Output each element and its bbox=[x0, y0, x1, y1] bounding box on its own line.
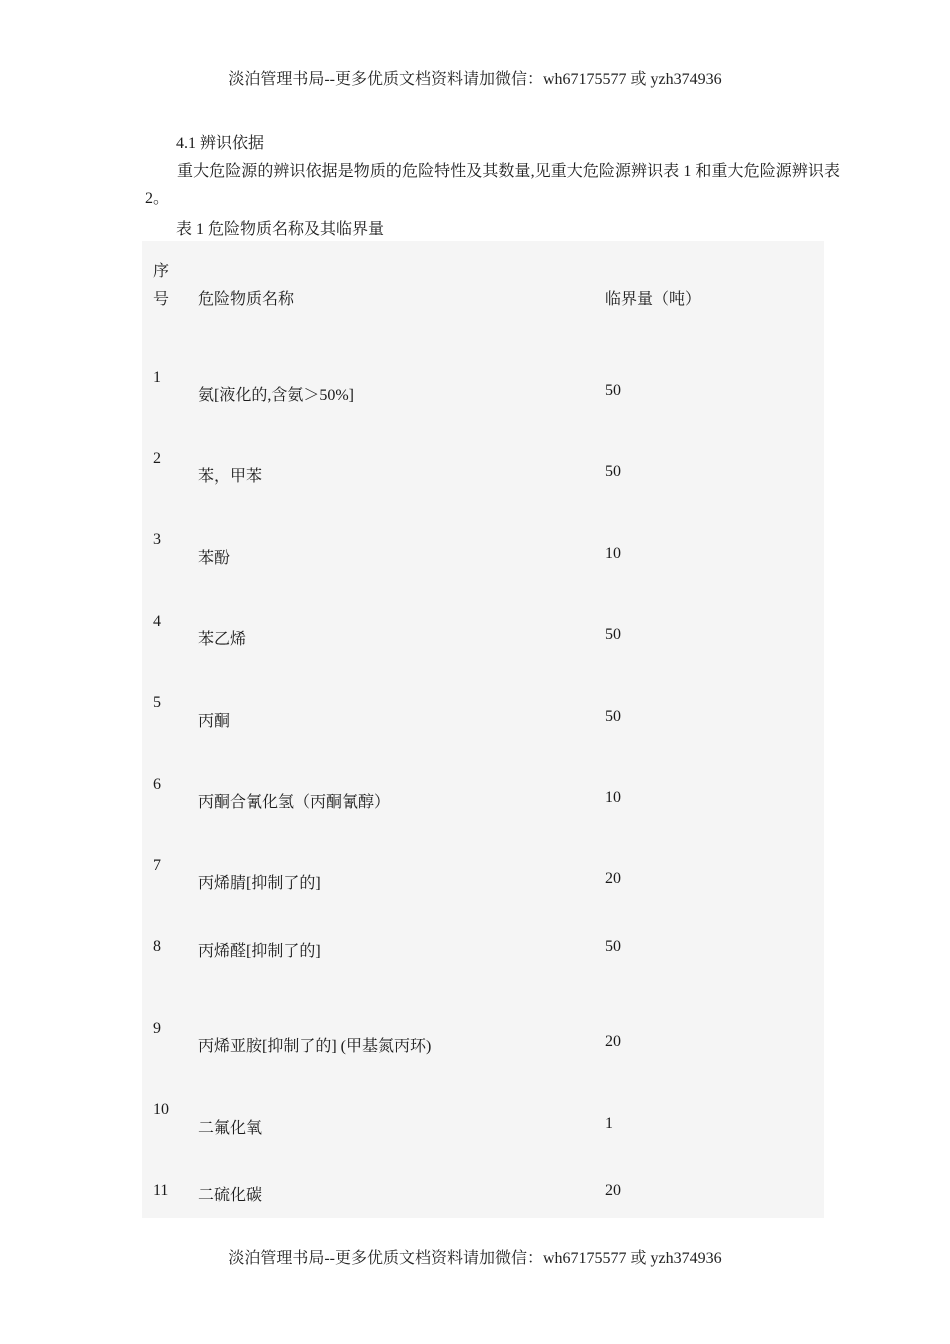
row-3-no: 3 bbox=[153, 531, 161, 548]
row-1-name: 氨[液化的,含氨＞50%] bbox=[198, 387, 354, 404]
header-no: 序号 bbox=[153, 263, 170, 308]
header-limit: 临界量（吨） bbox=[605, 291, 702, 308]
row-9-limit: 20 bbox=[605, 1033, 621, 1050]
row-11-name: 二硫化碳 bbox=[198, 1187, 263, 1204]
row-7-name: 丙烯腈[抑制了的] bbox=[198, 875, 321, 892]
row-6-name: 丙酮合氰化氢（丙酮氰醇） bbox=[198, 794, 391, 811]
row-9-name: 丙烯亚胺[抑制了的] (甲基氮丙环) bbox=[198, 1038, 432, 1055]
row-1-no: 1 bbox=[153, 369, 161, 386]
hazard-table bbox=[142, 241, 824, 1218]
row-10-name: 二氟化氧 bbox=[198, 1120, 263, 1137]
row-3-limit: 10 bbox=[605, 545, 621, 562]
row-2-limit: 50 bbox=[605, 463, 621, 480]
row-4-limit: 50 bbox=[605, 626, 621, 643]
row-8-name: 丙烯醛[抑制了的] bbox=[198, 943, 321, 960]
row-5-no: 5 bbox=[153, 694, 161, 711]
row-11-limit: 20 bbox=[605, 1182, 621, 1199]
row-4-name: 苯乙烯 bbox=[198, 631, 247, 648]
row-3-name: 苯酚 bbox=[198, 550, 231, 567]
row-4-no: 4 bbox=[153, 613, 161, 630]
intro-paragraph: 重大危险源的辨识依据是物质的危险特性及其数量,见重大危险源辨识表 1 和重大危险源辨识表 2。 bbox=[145, 163, 840, 207]
page-footer: 淡泊管理书局--更多优质文档资料请加微信：wh67175577 或 yzh374936 bbox=[228, 1250, 722, 1267]
row-6-limit: 10 bbox=[605, 789, 621, 806]
row-5-limit: 50 bbox=[605, 708, 621, 725]
table-caption: 表 1 危险物质名称及其临界量 bbox=[176, 221, 385, 238]
row-7-no: 7 bbox=[153, 857, 161, 874]
row-8-no: 8 bbox=[153, 938, 161, 955]
row-7-limit: 20 bbox=[605, 870, 621, 887]
row-10-no: 10 bbox=[153, 1101, 169, 1118]
row-11-no: 11 bbox=[153, 1182, 169, 1199]
row-10-limit: 1 bbox=[605, 1115, 613, 1132]
row-2-name: 苯，甲苯 bbox=[198, 468, 263, 485]
row-9-no: 9 bbox=[153, 1020, 161, 1037]
row-2-no: 2 bbox=[153, 450, 161, 467]
row-8-limit: 50 bbox=[605, 938, 621, 955]
row-5-name: 丙酮 bbox=[198, 713, 231, 730]
section-heading: 4.1 辨识依据 bbox=[176, 135, 265, 152]
row-6-no: 6 bbox=[153, 776, 161, 793]
row-1-limit: 50 bbox=[605, 382, 621, 399]
header-name: 危险物质名称 bbox=[198, 291, 295, 308]
page-header: 淡泊管理书局--更多优质文档资料请加微信：wh67175577 或 yzh374936 bbox=[228, 71, 722, 88]
